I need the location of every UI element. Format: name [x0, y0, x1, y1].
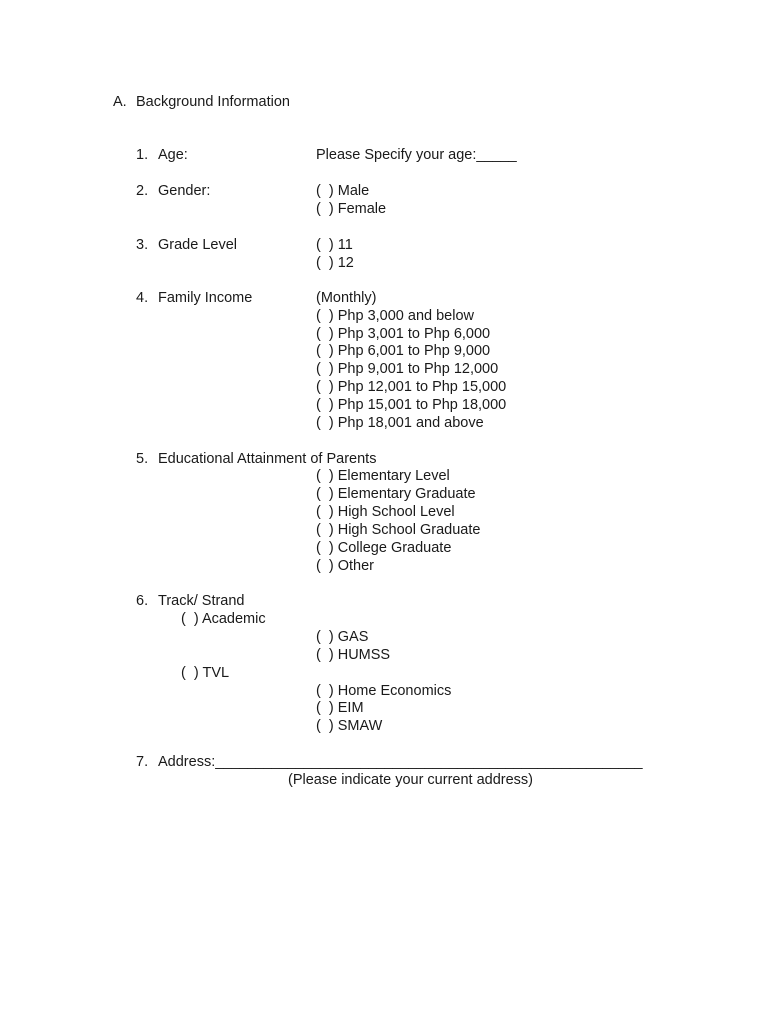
- education-option[interactable]: ( ) Elementary Level: [316, 468, 450, 484]
- strand-option-home-economics[interactable]: ( ) Home Economics: [316, 683, 452, 699]
- income-option[interactable]: ( ) Php 9,001 to Php 12,000: [316, 361, 499, 377]
- grade-option-11[interactable]: ( ) 11: [316, 237, 353, 253]
- grade-option-12[interactable]: ( ) 12: [316, 255, 354, 271]
- education-option[interactable]: ( ) College Graduate: [316, 540, 452, 556]
- question-label-income: Family Income: [158, 290, 253, 306]
- income-option[interactable]: ( ) Php 3,000 and below: [316, 308, 474, 324]
- question-number-gender: 2.: [136, 183, 149, 199]
- strand-option-gas[interactable]: ( ) GAS: [316, 629, 369, 645]
- income-option[interactable]: ( ) Php 12,001 to Php 15,000: [316, 379, 507, 395]
- education-option[interactable]: ( ) Other: [316, 558, 375, 574]
- section-marker: A.: [113, 94, 127, 110]
- question-number-address: 7.: [136, 754, 149, 770]
- address-field[interactable]: Address:_____________________________________________________: [158, 754, 643, 770]
- question-label-gender: Gender:: [158, 183, 211, 199]
- question-number-education: 5.: [136, 451, 149, 467]
- section-title: Background Information: [136, 94, 290, 110]
- gender-option-female[interactable]: ( ) Female: [316, 201, 387, 217]
- question-label-track: Track/ Strand: [158, 593, 245, 609]
- question-label-grade: Grade Level: [158, 237, 237, 253]
- question-number-age: 1.: [136, 147, 149, 163]
- gender-option-male[interactable]: ( ) Male: [316, 183, 370, 199]
- strand-option-humss[interactable]: ( ) HUMSS: [316, 647, 391, 663]
- strand-option-eim[interactable]: ( ) EIM: [316, 700, 364, 716]
- income-option[interactable]: ( ) Php 15,001 to Php 18,000: [316, 397, 507, 413]
- income-note: (Monthly): [316, 290, 377, 306]
- address-hint: (Please indicate your current address): [288, 772, 534, 788]
- track-option-tvl[interactable]: ( ) TVL: [181, 665, 230, 681]
- question-number-track: 6.: [136, 593, 149, 609]
- age-prompt[interactable]: Please Specify your age:_____: [316, 147, 517, 163]
- education-option[interactable]: ( ) High School Graduate: [316, 522, 481, 538]
- question-label-age: Age:: [158, 147, 188, 163]
- question-number-income: 4.: [136, 290, 149, 306]
- strand-option-smaw[interactable]: ( ) SMAW: [316, 718, 383, 734]
- education-option[interactable]: ( ) High School Level: [316, 504, 455, 520]
- education-option[interactable]: ( ) Elementary Graduate: [316, 486, 476, 502]
- track-option-academic[interactable]: ( ) Academic: [181, 611, 266, 627]
- question-label-education: Educational Attainment of Parents: [158, 451, 377, 467]
- question-number-grade: 3.: [136, 237, 149, 253]
- income-option[interactable]: ( ) Php 18,001 and above: [316, 415, 484, 431]
- income-option[interactable]: ( ) Php 3,001 to Php 6,000: [316, 326, 491, 342]
- income-option[interactable]: ( ) Php 6,001 to Php 9,000: [316, 343, 491, 359]
